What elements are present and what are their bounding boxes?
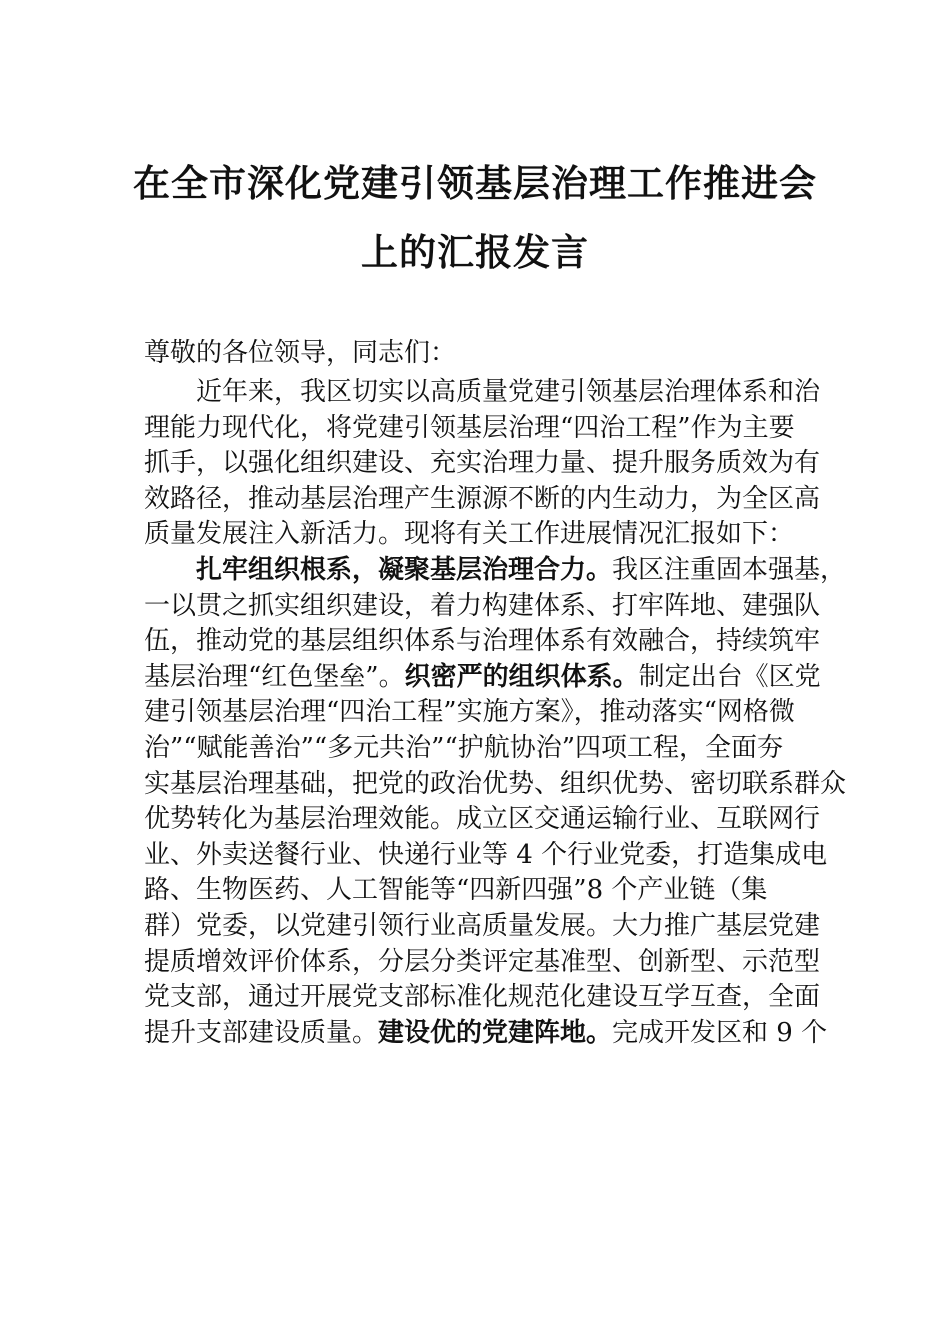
body-text-run: 群）党委，以党建引领行业高质量发展。大力推广基层党建 bbox=[144, 911, 821, 941]
body-text-run: 抓手，以强化组织建设、充实治理力量、提升服务质效为有 bbox=[144, 448, 821, 479]
body-text-run: 实基层治理基础，把党的政治优势、组织优势、密切联系群众 bbox=[144, 768, 847, 799]
body-text-run: 治”“赋能善治”“多元共治”“护航协治”四项工程，全面夯 bbox=[144, 733, 784, 763]
body-line bbox=[144, 982, 821, 1013]
body-line bbox=[144, 519, 795, 550]
body-text-run: 效路径，推动基层治理产生源源不断的内生动力，为全区高 bbox=[144, 483, 821, 514]
body-text-run: 理能力现代化，将党建引领基层治理“四治工程”作为主要 bbox=[144, 412, 795, 443]
body-text-run: 提升支部建设质量。 bbox=[144, 1017, 379, 1048]
body-line bbox=[144, 839, 828, 870]
bold-heading-text: 建设优的党建阵地。 bbox=[378, 1017, 613, 1048]
body-line bbox=[144, 913, 820, 939]
body-text-run: 提质增效评价体系，分层分类评定基准型、创新型、示范型 bbox=[144, 946, 821, 977]
title-line-2: 上的汇报发言 bbox=[361, 230, 589, 274]
body-line bbox=[144, 1017, 828, 1048]
body-text-run: 近年来，我区切实以高质量党建引领基层治理体系和治 bbox=[144, 377, 821, 407]
body-text-run: 我区注重固本强基， bbox=[612, 555, 847, 585]
body-text-run: 基层治理“红色堡垒”。 bbox=[144, 661, 405, 692]
body-line bbox=[144, 697, 795, 728]
body-text-run: 制定出台《区党 bbox=[638, 661, 821, 692]
body-text-run: 优势转化为基层治理效能。成立区交通运输行业、互联网行 bbox=[144, 804, 821, 835]
body-text-run: 完成开发区和 9 个 bbox=[612, 1017, 828, 1048]
body-line bbox=[144, 946, 821, 977]
body-line bbox=[144, 412, 795, 443]
body-text-run: 党支部，通过开展党支部标准化规范化建设互学互查，全面 bbox=[144, 982, 821, 1013]
body-text-run: 伍，推动党的基层组织体系与治理体系有效融合，持续筑牢 bbox=[144, 626, 821, 657]
bold-heading-text: 扎牢组织根系，凝聚基层治理合力。 bbox=[196, 555, 613, 585]
body-line bbox=[144, 804, 821, 835]
body-text-run: 一以贯之抓实组织建设，着力构建体系、打牢阵地、建强队 bbox=[144, 590, 821, 621]
body-text-run bbox=[144, 555, 196, 585]
salutation: 尊敬的各位领导，同志们： bbox=[144, 338, 457, 368]
body-line bbox=[144, 379, 820, 405]
title-line-1: 在全市深化党建引领基层治理工作推进会 bbox=[133, 161, 817, 205]
body-line bbox=[144, 557, 846, 583]
body-text-run: 业、外卖送餐行业、快递行业等 4 个行业党委，打造集成电 bbox=[144, 839, 828, 870]
body-line bbox=[144, 448, 821, 479]
body-text-run: 路、生物医药、人工智能等“四新四强”8 个产业链（集 bbox=[144, 875, 768, 906]
body-line bbox=[144, 768, 847, 799]
body-text-run: 质量发展注入新活力。现将有关工作进展情况汇报如下： bbox=[144, 519, 795, 550]
body-line bbox=[144, 661, 821, 692]
body-line bbox=[144, 735, 783, 761]
body-line bbox=[144, 626, 821, 657]
body-line bbox=[144, 483, 821, 514]
bold-heading-text: 织密严的组织体系。 bbox=[404, 661, 639, 692]
body-line bbox=[144, 875, 768, 906]
body-text-run: 建引领基层治理“四治工程”实施方案》，推动落实“网格微 bbox=[144, 697, 795, 728]
body-line bbox=[144, 590, 821, 621]
